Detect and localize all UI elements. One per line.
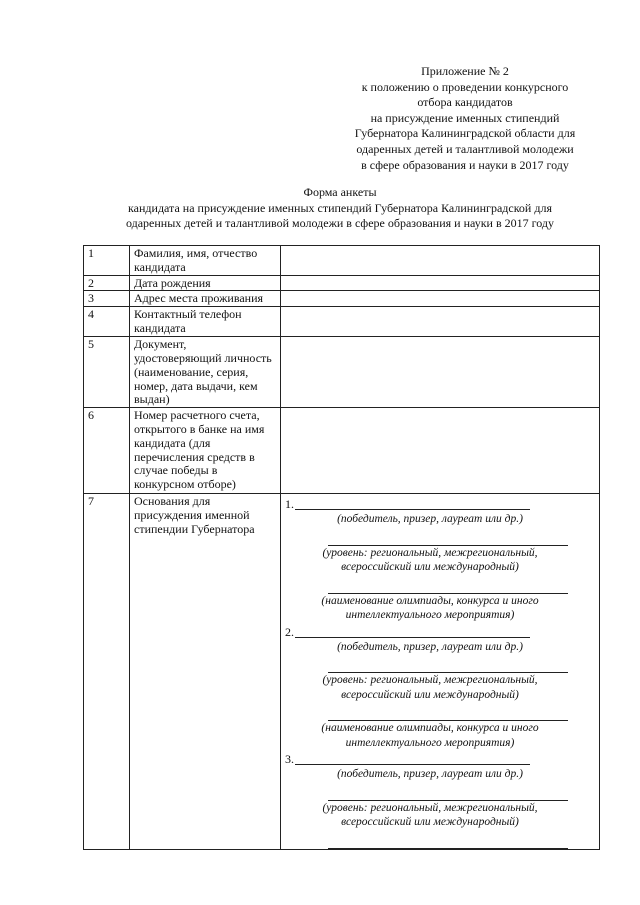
bank-account-field[interactable] — [281, 408, 600, 494]
identity-document-field[interactable] — [281, 337, 600, 408]
table-row — [84, 275, 600, 291]
ground-number: 2. — [285, 624, 294, 639]
ground-entry-2 — [285, 626, 595, 751]
appendix-line: отбора кандидатов — [417, 95, 513, 110]
table-row — [84, 307, 600, 337]
event-blank[interactable] — [328, 706, 568, 721]
appendix-line: в сфере образования и науки в 2017 году — [361, 157, 569, 172]
appendix-line: одаренных детей и талантливой молодежи — [356, 141, 574, 156]
table-row — [84, 337, 600, 408]
table-row — [84, 494, 600, 850]
table-row — [84, 408, 600, 494]
status-caption: (победитель, призер, лауреат или др.) — [337, 640, 523, 653]
table-row — [84, 246, 600, 276]
level-caption: (уровень: региональный, межрегиональный, всероссийский или международный) — [322, 674, 538, 701]
status-blank[interactable] — [295, 764, 530, 765]
phone-field[interactable] — [281, 307, 600, 337]
status-caption: (победитель, призер, лауреат или др.) — [337, 768, 523, 781]
row-number: 5 — [84, 337, 130, 408]
row-label: Основания для присуждения именной стипендии Губернатора — [130, 494, 281, 850]
form-title-line: кандидата на присуждение именных стипендий Губернатора Калининградской для — [128, 200, 552, 215]
form-title-line: Форма анкеты — [303, 185, 377, 199]
row-label: Номер расчетного счета, открытого в банке на имя кандидата (для перечисления средств в случае победы в конкурсном отборе) — [130, 408, 281, 494]
level-caption: (уровень: региональный, межрегиональный, всероссийский или международный) — [322, 546, 538, 574]
row-label: Контактный телефон кандидата — [130, 307, 281, 337]
appendix-line: Приложение № 2 — [421, 64, 509, 78]
status-blank[interactable] — [295, 509, 530, 510]
ground-entry-3 — [285, 753, 595, 849]
grounds-cell — [281, 494, 600, 850]
row-label: Фамилия, имя, отчество кандидата — [130, 246, 281, 276]
form-title-line: одаренных детей и талантливой молодежи в сфере образования и науки в 2017 году — [125, 216, 555, 231]
status-blank[interactable] — [295, 637, 530, 638]
row-number: 6 — [84, 408, 130, 494]
form-title — [90, 185, 590, 232]
level-blank[interactable] — [328, 531, 568, 546]
birth-date-field[interactable] — [281, 275, 600, 291]
level-blank[interactable] — [328, 658, 568, 673]
event-blank[interactable] — [328, 834, 568, 849]
full-name-field[interactable] — [281, 246, 600, 276]
row-number: 1 — [84, 246, 130, 276]
ground-number: 1. — [285, 497, 294, 512]
ground-number: 3. — [285, 752, 294, 767]
appendix-line: Губернатора Калининградской области для — [354, 126, 576, 141]
row-label: Адрес места проживания — [130, 291, 281, 307]
level-blank[interactable] — [328, 786, 568, 801]
appendix-header — [330, 64, 600, 173]
event-caption: (наименование олимпиады, конкурса и иного интеллектуального мероприятия) — [321, 594, 539, 622]
row-number: 4 — [84, 307, 130, 337]
row-number: 3 — [84, 291, 130, 307]
row-label: Документ, удостоверяющий личность (наименование, серия, номер, дата выдачи, кем выдан) — [130, 337, 281, 408]
appendix-line: на присуждение именных стипендий — [370, 110, 560, 125]
ground-entry-1 — [285, 498, 595, 623]
questionnaire-table — [83, 245, 600, 850]
event-blank[interactable] — [328, 579, 568, 594]
row-number: 7 — [84, 494, 130, 850]
status-caption: (победитель, призер, лауреат или др.) — [337, 513, 523, 526]
level-caption: (уровень: региональный, межрегиональный, всероссийский или международный) — [322, 801, 538, 829]
row-label: Дата рождения — [130, 275, 281, 291]
address-field[interactable] — [281, 291, 600, 307]
event-caption: (наименование олимпиады, конкурса и иного интеллектуального мероприятия) — [321, 722, 539, 749]
table-row — [84, 291, 600, 307]
row-number: 2 — [84, 275, 130, 291]
appendix-line: к положению о проведении конкурсного — [361, 79, 569, 94]
